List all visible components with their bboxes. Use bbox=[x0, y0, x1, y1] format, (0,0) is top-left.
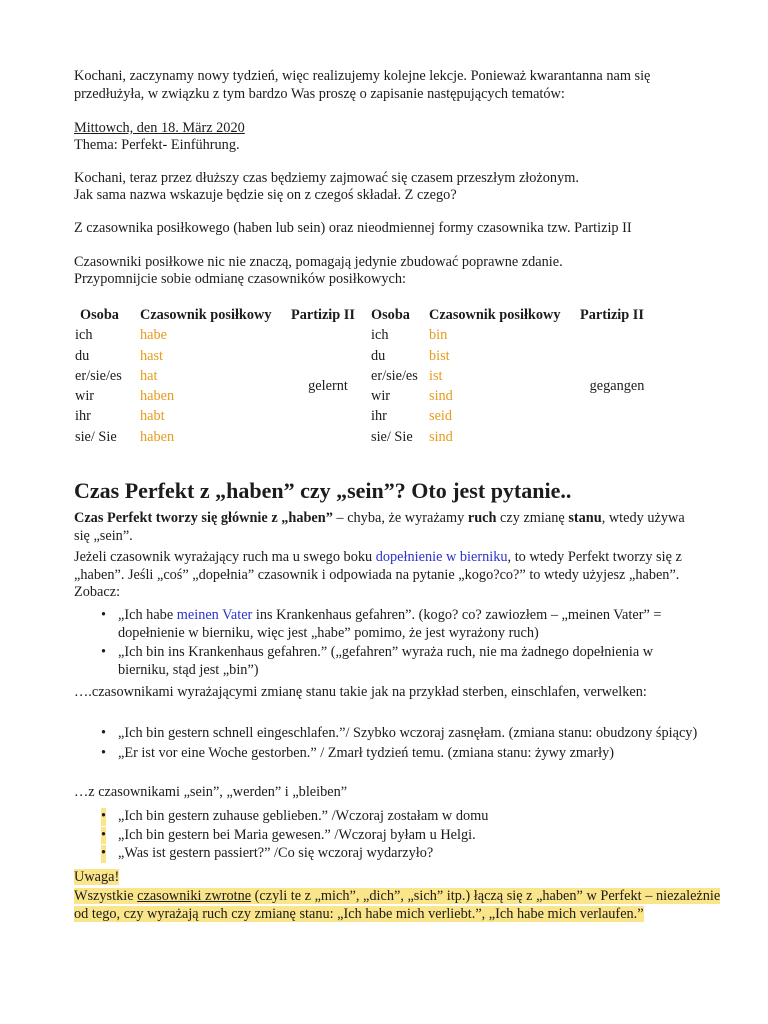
bullet-icon: • bbox=[101, 725, 107, 741]
table-header-row bbox=[72, 305, 657, 325]
paragraph-2: Jak sama nazwa wskazuje będzie się on z czegoś składał. Z czego? bbox=[74, 187, 457, 203]
date-text: Mittowch, den 18. März 2020 bbox=[74, 120, 245, 136]
bullet-icon: • bbox=[101, 744, 107, 761]
person-cell: ihr bbox=[75, 408, 91, 425]
rule-text: , to wtedy Perfekt tworzy się z „haben”. Jeśli „coś” „dopełnia” czasownik i odpowiada na pytanie „kogo?co?” to wtedy użyjesz „haben”. Zobacz: bbox=[74, 549, 682, 600]
haben-form-cell: habt bbox=[140, 408, 165, 425]
example-text: „Ich bin gestern schnell eingeschlafen.”/ Szybko wczoraj zasnęłam. (zmiana stanu: obudzony śpiący) bbox=[118, 725, 698, 741]
conjugation-table bbox=[72, 305, 657, 447]
date-line bbox=[74, 120, 704, 138]
example-text: „Ich habe bbox=[118, 607, 177, 623]
theme-line: Thema: Perfekt- Einführung. bbox=[74, 137, 240, 153]
partizip-haben-cell: gelernt bbox=[308, 378, 348, 395]
note-title: Uwaga! bbox=[74, 869, 120, 885]
examples-list-2 bbox=[74, 725, 704, 764]
table-row bbox=[72, 325, 657, 345]
paragraph-1: Kochani, teraz przez dłuższy czas będziemy zajmować się czasem przeszłym złożonym. bbox=[74, 170, 579, 186]
sein-form-cell: sind bbox=[429, 428, 453, 445]
paragraph-4: Czasowniki posiłkowe nic nie znaczą, pomagają jedynie zbudować poprawne zdanie. bbox=[74, 254, 563, 270]
examples-list-3 bbox=[74, 808, 704, 865]
warning-note bbox=[74, 868, 734, 924]
header-partizip-1: Partizip II bbox=[291, 307, 355, 323]
list-item bbox=[74, 607, 704, 642]
paragraph-5: Przypomnijcie sobie odmianę czasowników posiłkowych: bbox=[74, 271, 406, 287]
sein-form-cell: bist bbox=[429, 347, 450, 364]
intro-paragraph: Kochani, zaczynamy nowy tydzień, więc realizujemy kolejne lekcje. Ponieważ kwarantanna nam się przedłużyła, w związku z tym bardzo Was proszę o zapisanie następujących tematów: bbox=[74, 68, 651, 102]
rule-bold-text: Czas Perfekt tworzy się głównie z „haben” bbox=[74, 510, 333, 526]
header-czasownik-2: Czasownik posiłkowy bbox=[429, 307, 561, 323]
list-item bbox=[74, 725, 704, 743]
paragraph-3: Z czasownika posiłkowego (haben lub sein) oraz nieodmiennej formy czasownika tzw. Partizip II bbox=[74, 220, 632, 236]
sein-form-cell: sind bbox=[429, 388, 453, 405]
rule-text: czy zmianę bbox=[496, 510, 569, 526]
person-cell: du bbox=[371, 347, 386, 364]
header-osoba-1: Osoba bbox=[80, 307, 119, 323]
note-text: (czyli te z „mich”, „dich”, „sich” itp.) łączą się z „haben” w Perfekt – niezależnie od tego, czy wyrażają ruch czy zmianę stanu: „Ich habe mich verliebt.”, „Ich habe mich verlaufen.” bbox=[74, 887, 721, 922]
bullet-icon: • bbox=[101, 607, 107, 623]
list-item bbox=[74, 644, 704, 679]
reflexive-verbs-term: czasowniki zwrotne bbox=[137, 887, 252, 904]
example-text: „Ich bin ins Krankenhaus gefahren.” („gefahren” wyraża ruch, nie ma żadnego dopełnienia w bierniku, stąd jest „bin”) bbox=[118, 644, 654, 678]
header-partizip-2: Partizip II bbox=[580, 307, 644, 323]
list-item bbox=[74, 808, 704, 826]
mid-paragraph-2: …z czasownikami „sein”, „werden” i „bleiben” bbox=[74, 784, 348, 800]
person-cell: ich bbox=[75, 327, 93, 344]
person-cell: wir bbox=[371, 388, 391, 405]
haben-form-cell: haben bbox=[140, 428, 175, 445]
person-cell: ich bbox=[371, 327, 389, 344]
haben-form-cell: hat bbox=[140, 367, 158, 384]
person-cell: sie/ Sie bbox=[371, 428, 413, 445]
ruch-word: ruch bbox=[467, 510, 497, 526]
example-highlight: meinen Vater bbox=[176, 607, 253, 623]
bullet-icon: • bbox=[101, 808, 107, 824]
rule-text: – chyba, że wyrażamy bbox=[332, 510, 468, 526]
partizip-sein-cell: gegangen bbox=[589, 378, 645, 395]
note-text: Wszystkie bbox=[74, 887, 138, 904]
person-cell: wir bbox=[75, 388, 95, 405]
haben-form-cell: hast bbox=[140, 347, 164, 364]
rule-text: , wtedy używa się „sein”. bbox=[74, 510, 685, 544]
sein-form-cell: bin bbox=[429, 327, 448, 344]
header-czasownik-1: Czasownik posiłkowy bbox=[140, 307, 272, 323]
person-cell: sie/ Sie bbox=[75, 428, 117, 445]
example-text: „Er ist vor eine Woche gestorben.” / Zmarł tydzień temu. (zmiana stanu: żywy zmarły) bbox=[118, 744, 615, 761]
example-text: „Was ist gestern passiert?” /Co się wczoraj wydarzyło? bbox=[118, 845, 434, 861]
list-item bbox=[74, 827, 704, 845]
person-cell: du bbox=[75, 347, 90, 364]
example-text: „Ich bin gestern zuhause geblieben.” /Wczoraj zostałam w domu bbox=[118, 808, 489, 824]
rule-paragraph-2 bbox=[74, 549, 704, 602]
stanu-word: stanu bbox=[568, 510, 602, 526]
sein-form-cell: ist bbox=[429, 367, 443, 384]
example-text: „Ich bin gestern bei Maria gewesen.” /Wczoraj byłam u Helgi. bbox=[118, 826, 476, 843]
person-cell: er/sie/es bbox=[371, 367, 418, 384]
examples-list-1 bbox=[74, 607, 704, 681]
haben-form-cell: haben bbox=[140, 388, 175, 405]
person-cell: er/sie/es bbox=[75, 367, 122, 384]
rule-text: Jeżeli czasownik wyrażający ruch ma u swego boku bbox=[74, 549, 376, 565]
dopelnienie-link: dopełnienie w bierniku bbox=[375, 549, 508, 565]
haben-form-cell: habe bbox=[140, 327, 167, 344]
rule-paragraph-1 bbox=[74, 510, 704, 545]
list-item bbox=[74, 745, 704, 763]
bullet-icon: • bbox=[101, 845, 107, 861]
example-text: ins Krankenhaus gefahren”. (kogo? co? zawiozłem – „meinen Vater” = dopełnienie w bierniku, więc jest „habe” pomimo, że jest wyrażony ruch) bbox=[118, 607, 662, 641]
sein-form-cell: seid bbox=[429, 408, 453, 425]
bullet-icon: • bbox=[101, 644, 107, 660]
section-heading: Czas Perfekt z „haben” czy „sein”? Oto jest pytanie.. bbox=[74, 478, 572, 503]
mid-paragraph-1: ….czasownikami wyrażającymi zmianę stanu takie jak na przykład sterben, einschlafen, verwelken: bbox=[74, 684, 647, 700]
person-cell: ihr bbox=[371, 408, 387, 425]
header-osoba-2: Osoba bbox=[371, 307, 410, 323]
bullet-icon: • bbox=[101, 826, 107, 843]
list-item bbox=[74, 845, 704, 863]
